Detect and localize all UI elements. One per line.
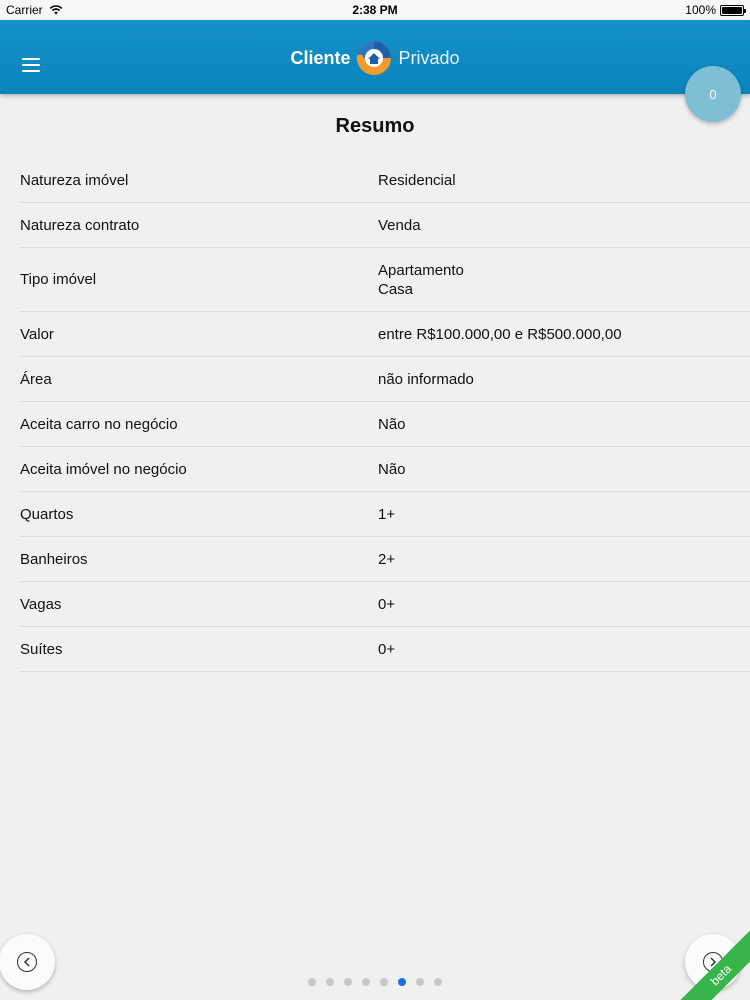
- page-dot[interactable]: [416, 978, 424, 986]
- summary-value: Não: [378, 460, 406, 478]
- house-logo-icon: [354, 38, 394, 78]
- summary-value: entre R$100.000,00 e R$500.000,00: [378, 325, 622, 343]
- summary-value-line: Casa: [378, 280, 414, 298]
- app-header: [0, 20, 750, 94]
- summary-value: Residencial: [378, 171, 456, 189]
- summary-label: Natureza contrato: [20, 216, 140, 234]
- summary-value-line: Apartamento: [378, 261, 464, 279]
- page-dot[interactable]: [434, 978, 442, 986]
- summary-value: Não: [378, 415, 406, 433]
- page-dot-active[interactable]: [398, 978, 406, 986]
- summary-label: Natureza imóvel: [20, 171, 129, 189]
- summary-row: [20, 203, 750, 248]
- battery-status: [685, 3, 744, 17]
- summary-value: 1+: [378, 505, 396, 523]
- summary-label: Suítes: [20, 640, 63, 658]
- page-dot[interactable]: [308, 978, 316, 986]
- page-dot[interactable]: [362, 978, 370, 986]
- beta-ribbon: beta: [674, 928, 750, 1000]
- summary-row: [20, 158, 750, 203]
- page-title: Resumo: [335, 115, 415, 137]
- summary-value: [378, 261, 750, 299]
- summary-row: [20, 248, 750, 312]
- summary-label: Vagas: [20, 595, 62, 613]
- summary-table: [20, 158, 750, 672]
- battery-icon: [720, 5, 744, 16]
- summary-row: [20, 447, 750, 492]
- cart-count-badge[interactable]: 0: [685, 66, 741, 122]
- summary-label: Área: [20, 370, 52, 388]
- status-bar: [0, 0, 750, 20]
- summary-label: Banheiros: [20, 550, 88, 568]
- page-dot[interactable]: [344, 978, 352, 986]
- summary-value: não informado: [378, 370, 474, 388]
- summary-row: [20, 402, 750, 447]
- summary-label: Aceita carro no negócio: [20, 415, 178, 433]
- summary-value: Venda: [378, 216, 421, 234]
- page-dot[interactable]: [326, 978, 334, 986]
- summary-value: 0+: [378, 595, 396, 613]
- summary-row: [20, 627, 750, 672]
- carrier-label: Carrier: [6, 3, 43, 17]
- logo-text-right: Privado: [398, 47, 460, 68]
- page-indicator: [0, 978, 750, 986]
- summary-row: [20, 537, 750, 582]
- battery-percent: 100%: [685, 3, 716, 17]
- summary-value: 0+: [378, 640, 396, 658]
- summary-label: Quartos: [20, 505, 74, 523]
- summary-row: [20, 312, 750, 357]
- summary-value: 2+: [378, 550, 396, 568]
- summary-label: Tipo imóvel: [20, 271, 97, 288]
- summary-row: [20, 357, 750, 402]
- logo-text-left: Cliente: [290, 47, 351, 68]
- summary-label: Aceita imóvel no negócio: [20, 460, 187, 478]
- app-logo: [0, 38, 750, 78]
- summary-row: [20, 582, 750, 627]
- clock: 2:38 PM: [352, 3, 398, 17]
- summary-row: [20, 492, 750, 537]
- summary-label: Valor: [20, 325, 54, 343]
- page-dot[interactable]: [380, 978, 388, 986]
- chevron-left-icon: [17, 952, 37, 972]
